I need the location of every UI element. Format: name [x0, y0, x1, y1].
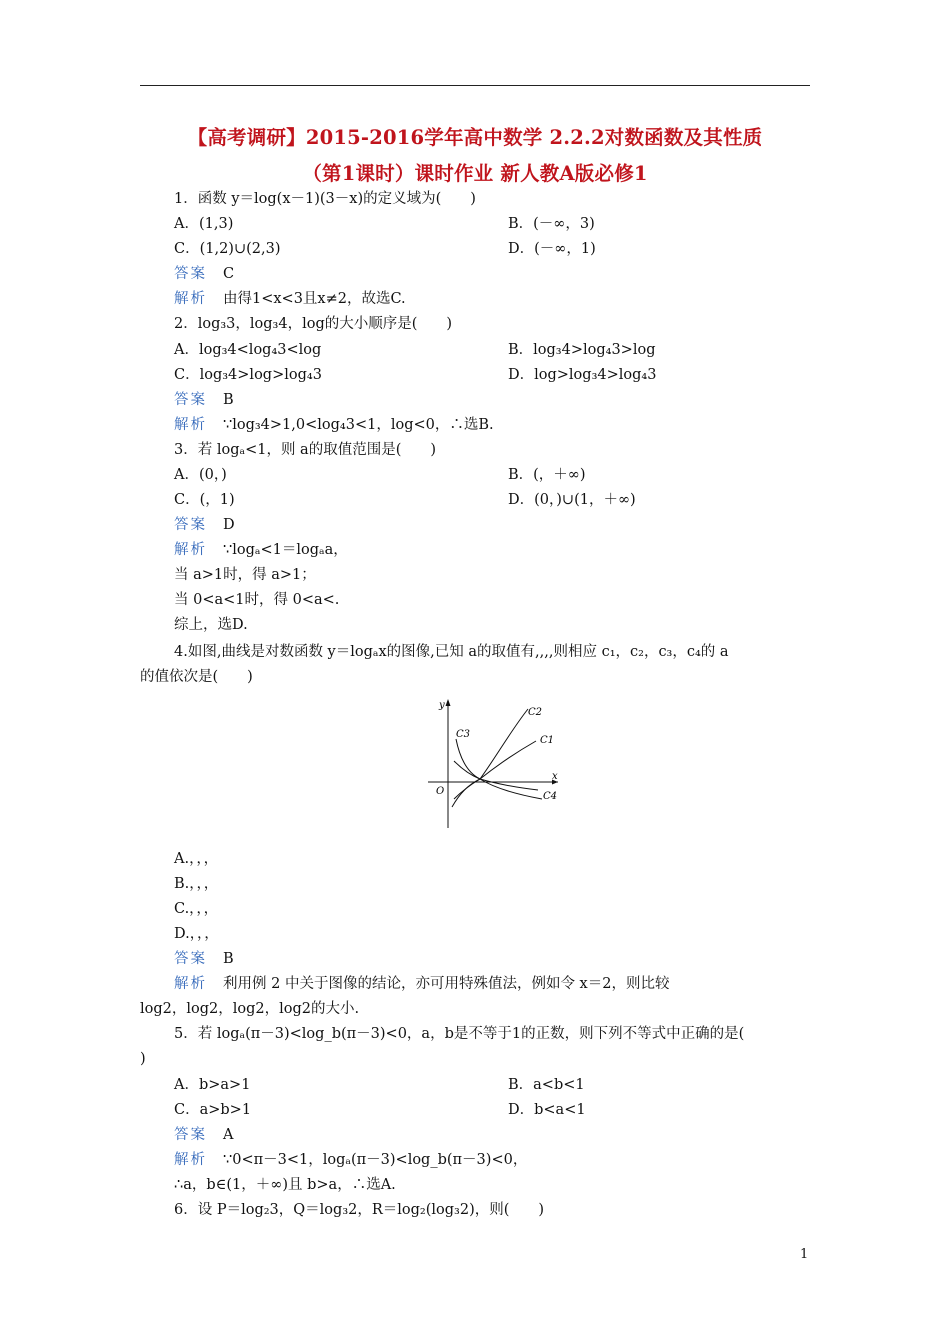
line-text: B．a<b<1	[508, 1077, 585, 1093]
text-line-q4	[174, 642, 729, 662]
text-line-q4b	[140, 667, 253, 687]
text-line-q5d	[508, 1100, 586, 1120]
text-line-q5a	[174, 1075, 250, 1095]
line-text: 利用例 2 中关于图像的结论，亦可用特殊值法，例如令 x＝2，则比较	[223, 976, 670, 992]
line-text: B．(－∞，3)	[508, 216, 595, 232]
text-line-q4a	[174, 849, 218, 869]
curve-label-c4: C4	[543, 791, 558, 802]
line-text: A．log₃4<log₄3<log	[174, 342, 322, 358]
text-line-q5cont	[140, 1049, 146, 1069]
document-title-line1: 【高考调研】2015-2016学年高中数学 2.2.2对数函数及其性质	[187, 126, 763, 149]
line-text: 当 0<a<1时，得 0<a<.	[174, 592, 340, 608]
line-label: 答案	[174, 392, 207, 408]
line-text: 4.如图,曲线是对数函数 y＝logₐx的图像,已知 a的取值有,,,,则相应 c₁，c₂，c₃，c₄的 a	[174, 644, 729, 660]
line-text: B	[223, 392, 234, 408]
line-text: D．(－∞，1)	[508, 241, 596, 257]
text-line-q4bb	[174, 874, 218, 894]
text-line-q1d	[508, 239, 596, 259]
text-line-q5sol	[174, 1150, 527, 1170]
line-text: D	[223, 517, 235, 533]
line-text: A.，，，	[174, 851, 219, 867]
text-line-q2d	[508, 365, 656, 385]
curve-c2	[452, 709, 528, 807]
line-text: B.，，，	[174, 876, 219, 892]
line-text: 5．若 logₐ(π－3)<log_b(π－3)<0，a，b是不等于1的正数，则下列不等式中正确的是(	[174, 1026, 745, 1042]
text-line-q4c	[174, 899, 218, 919]
line-text: B．log₃4>log₄3>log	[508, 342, 656, 358]
line-text: C.，，，	[174, 901, 219, 917]
line-text: ∵0<π－3<1，logₐ(π－3)<log_b(π－3)<0，	[223, 1152, 528, 1168]
line-label: 解析	[174, 976, 207, 992]
text-line-q2sol	[174, 415, 494, 435]
line-text: 1．函数 y＝log(x－1)(3－x)的定义域为( )	[174, 191, 476, 207]
text-line-q3sol2	[174, 565, 316, 585]
line-label: 答案	[174, 266, 207, 282]
line-text: 2．log₃3，log₃4，log的大小顺序是( )	[174, 316, 453, 332]
text-line-q5ans	[174, 1125, 233, 1145]
line-text: 的值依次是( )	[140, 669, 253, 685]
text-line-q5c	[174, 1100, 251, 1120]
line-text: A．(1,3)	[174, 216, 234, 232]
line-text: log2，log2，log2，log2的大小.	[140, 1001, 360, 1017]
text-line-q1ans	[174, 264, 234, 284]
line-label: 答案	[174, 517, 207, 533]
text-line-q2c	[174, 365, 322, 385]
line-text: ∴a，b∈(1，＋∞)且 b>a，∴选A.	[174, 1177, 396, 1193]
line-label: 解析	[174, 417, 207, 433]
line-text: 6．设 P＝log₂3，Q＝log₃2，R＝log₂(log₃2)，则( )	[174, 1202, 545, 1218]
text-line-q3sol	[174, 540, 348, 560]
text-line-q4d	[174, 924, 219, 944]
text-line-q1	[174, 189, 476, 209]
text-line-q3b	[508, 465, 586, 485]
line-text: B	[223, 951, 234, 967]
text-line-q4sol2	[140, 999, 359, 1019]
curve-label-c3: C3	[456, 729, 471, 740]
curve-label-c2: C2	[528, 707, 543, 718]
line-label: 答案	[174, 951, 207, 967]
line-text: D．(0，)∪(1，＋∞)	[508, 492, 636, 508]
text-line-q5	[174, 1024, 744, 1044]
line-label: 解析	[174, 1152, 207, 1168]
line-text: ∵logₐ<1＝logₐa，	[223, 542, 348, 558]
page-number: 1	[800, 1247, 809, 1262]
text-line-q1sol	[174, 289, 406, 309]
line-text: ∵log₃4>1,0<log₄3<1，log<0，∴选B.	[223, 417, 494, 433]
line-text: D．b<a<1	[508, 1102, 586, 1118]
line-label: 答案	[174, 1127, 207, 1143]
x-axis-label: x	[552, 771, 558, 782]
text-line-q2a	[174, 340, 321, 360]
line-text: 综上，选D.	[174, 617, 248, 633]
y-axis-label: y	[439, 700, 445, 711]
line-text: D.，，，	[174, 926, 219, 942]
line-text: C．a>b>1	[174, 1102, 252, 1118]
text-line-q2b	[508, 340, 655, 360]
line-text: 当 a>1时，得 a>1；	[174, 567, 316, 583]
line-text: A．(0，)	[174, 467, 227, 483]
text-line-q3	[174, 440, 436, 460]
line-text: B．(，＋∞)	[508, 467, 586, 483]
text-line-q1c	[174, 239, 281, 259]
text-line-q1b	[508, 214, 595, 234]
line-text: 由得1<x<3且x≠2，故选C.	[223, 291, 406, 307]
y-axis-arrow	[446, 699, 451, 706]
text-line-q4ans	[174, 949, 234, 969]
text-line-q3sol3	[174, 590, 339, 610]
text-line-q4sol	[174, 974, 669, 994]
line-label: 解析	[174, 291, 207, 307]
text-line-q3c	[174, 490, 235, 510]
curve-label-c1: C1	[540, 735, 555, 746]
text-line-q6	[174, 1200, 544, 1220]
text-line-q3a	[174, 465, 227, 485]
line-text: A	[223, 1127, 234, 1143]
curve-c4	[454, 761, 542, 799]
text-line-q3ans	[174, 515, 235, 535]
text-line-q1a	[174, 214, 233, 234]
header-rule	[140, 85, 810, 86]
line-text: C．log₃4>log>log₄3	[174, 367, 322, 383]
line-label: 解析	[174, 542, 207, 558]
text-line-q5sol2	[174, 1175, 396, 1195]
text-line-q3sol4	[174, 615, 248, 635]
line-text: 3．若 logₐ<1，则 a的取值范围是( )	[174, 442, 437, 458]
text-line-q2	[174, 314, 452, 334]
text-line-q3d	[508, 490, 636, 510]
origin-label: O	[436, 786, 445, 797]
document-title-line2: （第1课时）课时作业 新人教A版必修1	[302, 162, 648, 185]
line-text: A．b>a>1	[174, 1077, 251, 1093]
line-text: C．(1,2)∪(2,3)	[174, 241, 281, 257]
text-line-q5b	[508, 1075, 585, 1095]
text-line-q2ans	[174, 390, 234, 410]
line-text: C．(，1)	[174, 492, 235, 508]
line-text: C	[223, 266, 235, 282]
log-function-graph	[424, 695, 564, 830]
line-text: D．log>log₃4>log₄3	[508, 367, 657, 383]
line-text: )	[140, 1051, 146, 1067]
curve-c1	[454, 741, 536, 799]
